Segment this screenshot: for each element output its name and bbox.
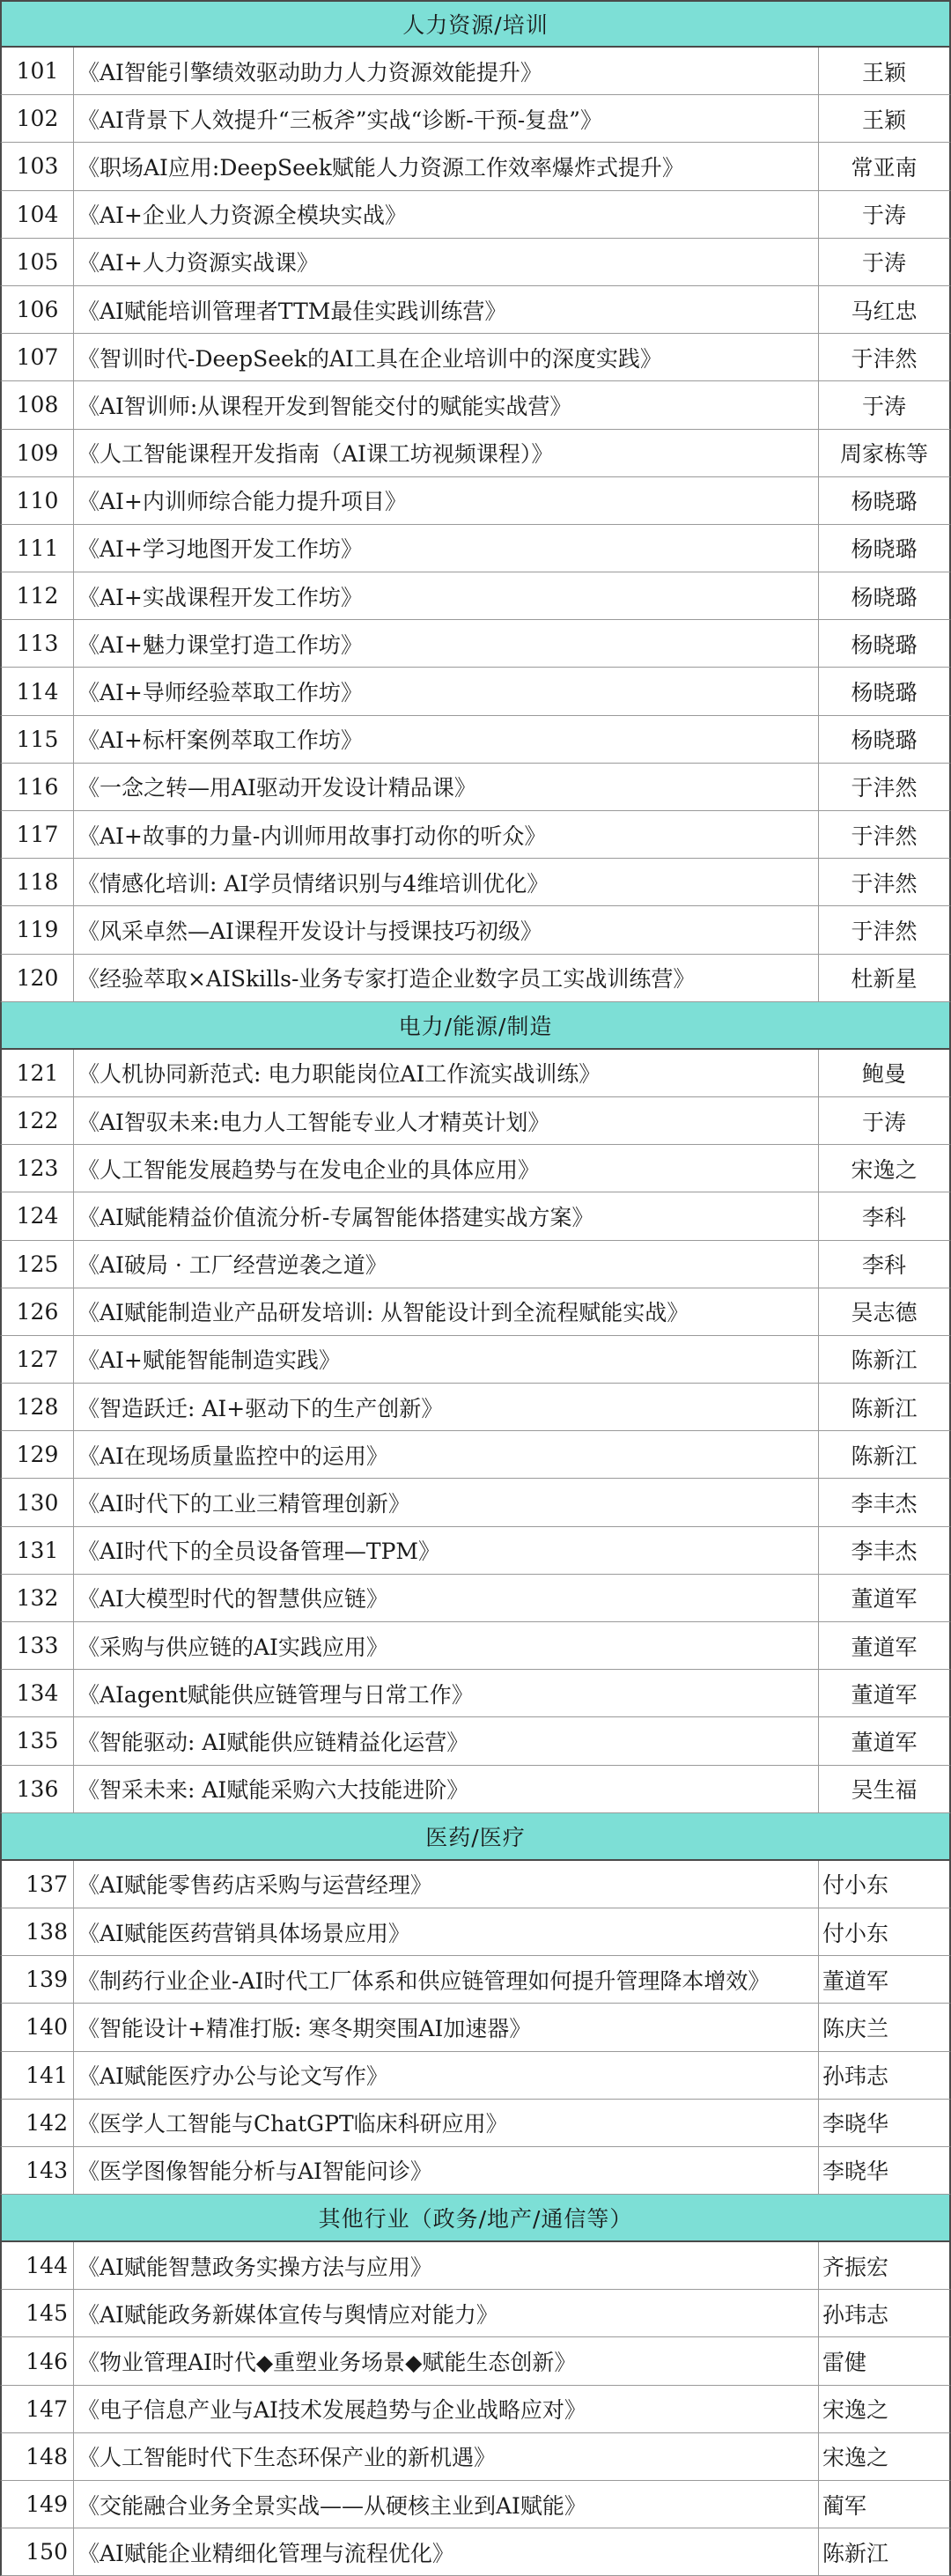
course-title: 《AI赋能智慧政务实操方法与应用》 xyxy=(74,2242,819,2289)
course-number: 103 xyxy=(2,143,74,189)
course-number: 105 xyxy=(2,239,74,285)
section-header: 人力资源/培训 xyxy=(0,0,951,48)
table-row xyxy=(0,764,951,811)
course-number: 119 xyxy=(2,906,74,953)
table-row xyxy=(0,1622,951,1670)
course-number: 127 xyxy=(2,1336,74,1383)
table-row xyxy=(0,1766,951,1813)
course-number: 148 xyxy=(2,2433,74,2480)
course-title: 《AI+标杆案例萃取工作坊》 xyxy=(74,716,819,763)
instructor-name: 宋逸之 xyxy=(822,2397,889,2424)
course-number: 121 xyxy=(2,1050,74,1096)
table-row xyxy=(0,1575,951,1622)
instructor-name: 杨晓璐 xyxy=(851,584,918,610)
table-row xyxy=(0,1336,951,1384)
course-title: 《AI赋能企业精细化管理与流程优化》 xyxy=(74,2528,819,2575)
instructor-name: 常亚南 xyxy=(851,154,918,181)
table-row xyxy=(0,1431,951,1479)
table-row xyxy=(0,1288,951,1336)
course-number: 131 xyxy=(2,1527,74,1574)
instructor-name: 李丰杰 xyxy=(851,1491,918,1517)
course-title: 《AI智驭未来:电力人工智能专业人才精英计划》 xyxy=(74,1097,819,1144)
course-title: 《AI赋能培训管理者TTM最佳实践训练营》 xyxy=(74,286,819,333)
instructor-name: 董道军 xyxy=(851,1586,918,1613)
table-row xyxy=(0,2100,951,2147)
table-row xyxy=(0,1241,951,1288)
course-title: 《电子信息产业与AI技术发展趋势与企业战略应对》 xyxy=(74,2386,819,2432)
course-number: 117 xyxy=(2,811,74,858)
course-title: 《AI+故事的力量-内训师用故事打动你的听众》 xyxy=(74,811,819,858)
course-title: 《AI时代下的全员设备管理—TPM》 xyxy=(74,1527,819,1574)
table-row xyxy=(0,2242,951,2290)
course-title: 《智能设计+精准打版: 寒冬期突围AI加速器》 xyxy=(74,2004,819,2050)
course-title: 《智造跃迁: AI+驱动下的生产创新》 xyxy=(74,1384,819,1430)
table-row xyxy=(0,95,951,143)
course-title: 《AI赋能医疗办公与论文写作》 xyxy=(74,2052,819,2099)
course-title: 《AI赋能精益价值流分析-专属智能体搭建实战方案》 xyxy=(74,1192,819,1239)
table-row xyxy=(0,2386,951,2433)
table-row xyxy=(0,2147,951,2195)
table-row xyxy=(0,1097,951,1145)
course-title: 《AI+导师经验萃取工作坊》 xyxy=(74,668,819,714)
table-row xyxy=(0,1384,951,1431)
course-title: 《AI在现场质量监控中的运用》 xyxy=(74,1431,819,1478)
course-number: 134 xyxy=(2,1670,74,1716)
course-number: 112 xyxy=(2,572,74,619)
instructor-name: 李晓华 xyxy=(822,2159,889,2185)
table-row xyxy=(0,1050,951,1097)
table-row xyxy=(0,191,951,239)
course-number: 124 xyxy=(2,1192,74,1239)
instructor-name: 王颖 xyxy=(861,59,906,85)
instructor-name: 王颖 xyxy=(861,107,906,133)
course-title: 《AI+企业人力资源全模块实战》 xyxy=(74,191,819,238)
course-number: 108 xyxy=(2,381,74,428)
instructor-name: 雷健 xyxy=(822,2350,867,2376)
course-title: 《人机协同新范式: 电力职能岗位AI工作流实战训练》 xyxy=(74,1050,819,1096)
course-number: 130 xyxy=(2,1479,74,1525)
instructor-name: 周家栋等 xyxy=(839,441,928,468)
course-number: 118 xyxy=(2,859,74,905)
instructor-name: 李丰杰 xyxy=(851,1539,918,1565)
table-row xyxy=(0,334,951,381)
instructor-name: 陈新江 xyxy=(851,1395,918,1421)
course-title: 《智训时代-DeepSeek的AI工具在企业培训中的深度实践》 xyxy=(74,334,819,380)
course-number: 107 xyxy=(2,334,74,380)
instructor-name: 吴生福 xyxy=(851,1777,918,1804)
table-row xyxy=(0,1717,951,1765)
course-title: 《风采卓然—AI课程开发设计与授课技巧初级》 xyxy=(74,906,819,953)
course-title: 《AI+人力资源实战课》 xyxy=(74,239,819,285)
table-row xyxy=(0,811,951,859)
table-row xyxy=(0,1861,951,1908)
course-title: 《AI时代下的工业三精管理创新》 xyxy=(74,1479,819,1525)
course-title: 《采购与供应链的AI实践应用》 xyxy=(74,1622,819,1669)
table-row xyxy=(0,430,951,477)
course-number: 143 xyxy=(2,2147,74,2194)
course-number: 140 xyxy=(2,2004,74,2050)
instructor-name: 李科 xyxy=(861,1252,906,1279)
course-number: 113 xyxy=(2,620,74,667)
course-number: 120 xyxy=(2,955,74,1001)
course-number: 138 xyxy=(2,1908,74,1955)
instructor-name: 董道军 xyxy=(851,1634,918,1660)
instructor-name: 董道军 xyxy=(851,1729,918,1755)
table-row xyxy=(0,1479,951,1526)
course-title: 《AI赋能政务新媒体宣传与舆情应对能力》 xyxy=(74,2290,819,2336)
course-number: 144 xyxy=(2,2242,74,2289)
instructor-name: 于沣然 xyxy=(851,823,918,849)
instructor-name: 孙玮志 xyxy=(822,2301,889,2328)
table-row xyxy=(0,143,951,190)
table-row xyxy=(0,2481,951,2528)
instructor-name: 于沣然 xyxy=(851,775,918,801)
instructor-name: 吴志德 xyxy=(851,1300,918,1326)
instructor-name: 陈庆兰 xyxy=(822,2015,889,2041)
course-number: 149 xyxy=(2,2481,74,2528)
instructor-name: 于沣然 xyxy=(851,918,918,944)
table-row xyxy=(0,286,951,334)
course-number: 114 xyxy=(2,668,74,714)
course-title: 《职场AI应用:DeepSeek赋能人力资源工作效率爆炸式提升》 xyxy=(74,143,819,189)
course-number: 146 xyxy=(2,2337,74,2384)
instructor-name: 马红忠 xyxy=(851,298,918,324)
course-number: 142 xyxy=(2,2100,74,2146)
table-row xyxy=(0,2004,951,2051)
instructor-name: 鲍曼 xyxy=(861,1061,906,1088)
instructor-name: 宋逸之 xyxy=(822,2445,889,2471)
table-row xyxy=(0,525,951,572)
course-title: 《AI+内训师综合能力提升项目》 xyxy=(74,477,819,524)
table-row xyxy=(0,716,951,764)
course-title: 《智能驱动: AI赋能供应链精益化运营》 xyxy=(74,1717,819,1764)
instructor-name: 杨晓璐 xyxy=(851,489,918,515)
instructor-name: 陈新江 xyxy=(851,1443,918,1469)
course-title: 《医学人工智能与ChatGPT临床科研应用》 xyxy=(74,2100,819,2146)
course-title: 《AI+实战课程开发工作坊》 xyxy=(74,572,819,619)
instructor-name: 于涛 xyxy=(861,1109,906,1135)
course-number: 141 xyxy=(2,2052,74,2099)
instructor-name: 孙玮志 xyxy=(822,2063,889,2090)
instructor-name: 杨晓璐 xyxy=(851,680,918,706)
course-title: 《制药行业企业-AI时代工厂体系和供应链管理如何提升管理降本增效》 xyxy=(74,1956,819,2003)
course-number: 137 xyxy=(2,1861,74,1908)
instructor-name: 陈新江 xyxy=(822,2540,889,2566)
table-row xyxy=(0,2337,951,2385)
instructor-name: 于沣然 xyxy=(851,870,918,897)
course-title: 《AI+学习地图开发工作坊》 xyxy=(74,525,819,572)
table-row xyxy=(0,2052,951,2100)
instructor-name: 杨晓璐 xyxy=(851,631,918,658)
section-header: 其他行业（政务/地产/通信等） xyxy=(0,2195,951,2242)
instructor-name: 杜新星 xyxy=(851,966,918,993)
section-header: 电力/能源/制造 xyxy=(0,1002,951,1050)
course-title: 《物业管理AI时代◆重塑业务场景◆赋能生态创新》 xyxy=(74,2337,819,2384)
course-title: 《AI赋能医药营销具体场景应用》 xyxy=(74,1908,819,1955)
course-title: 《智采未来: AI赋能采购六大技能进阶》 xyxy=(74,1766,819,1812)
course-number: 133 xyxy=(2,1622,74,1669)
instructor-name: 董道军 xyxy=(851,1681,918,1708)
course-title: 《AIagent赋能供应链管理与日常工作》 xyxy=(74,1670,819,1716)
course-number: 116 xyxy=(2,764,74,810)
course-title: 《交能融合业务全景实战——从硬核主业到AI赋能》 xyxy=(74,2481,819,2528)
instructor-name: 李科 xyxy=(861,1204,906,1230)
instructor-name: 董道军 xyxy=(822,1967,889,1994)
course-number: 150 xyxy=(2,2528,74,2575)
instructor-name: 于涛 xyxy=(861,393,906,419)
table-row xyxy=(0,906,951,954)
table-row xyxy=(0,1145,951,1192)
instructor-name: 李晓华 xyxy=(822,2111,889,2137)
course-number: 106 xyxy=(2,286,74,333)
course-number: 102 xyxy=(2,95,74,142)
table-row xyxy=(0,1956,951,2004)
table-row xyxy=(0,668,951,715)
course-title: 《AI赋能制造业产品研发培训: 从智能设计到全流程赋能实战》 xyxy=(74,1288,819,1335)
course-number: 104 xyxy=(2,191,74,238)
course-number: 101 xyxy=(2,48,74,94)
table-row xyxy=(0,1192,951,1240)
table-row xyxy=(0,859,951,906)
section-header: 医药/医疗 xyxy=(0,1813,951,1861)
course-title: 《一念之转—用AI驱动开发设计精品课》 xyxy=(74,764,819,810)
course-title: 《AI智能引擎绩效驱动助力人力资源效能提升》 xyxy=(74,48,819,94)
instructor-name: 陈新江 xyxy=(851,1347,918,1374)
table-row xyxy=(0,477,951,525)
instructor-name: 齐振宏 xyxy=(822,2254,889,2280)
instructor-name: 于涛 xyxy=(861,250,906,277)
table-row xyxy=(0,955,951,1002)
table-row xyxy=(0,381,951,429)
course-title: 《AI赋能零售药店采购与运营经理》 xyxy=(74,1861,819,1908)
course-title: 《经验萃取×AISkills-业务专家打造企业数字员工实战训练营》 xyxy=(74,955,819,1001)
course-number: 135 xyxy=(2,1717,74,1764)
course-number: 129 xyxy=(2,1431,74,1478)
course-number: 125 xyxy=(2,1241,74,1288)
instructor-name: 付小东 xyxy=(822,1920,889,1946)
course-title: 《AI背景下人效提升“三板斧”实战“诊断-干预-复盘”》 xyxy=(74,95,819,142)
course-title: 《医学图像智能分析与AI智能问诊》 xyxy=(74,2147,819,2194)
course-title: 《AI大模型时代的智慧供应链》 xyxy=(74,1575,819,1621)
course-title: 《人工智能时代下生态环保产业的新机遇》 xyxy=(74,2433,819,2480)
course-number: 132 xyxy=(2,1575,74,1621)
course-number: 139 xyxy=(2,1956,74,2003)
table-row xyxy=(0,1908,951,1956)
course-title: 《AI破局 · 工厂经营逆袭之道》 xyxy=(74,1241,819,1288)
instructor-name: 于沣然 xyxy=(851,345,918,372)
instructor-name: 杨晓璐 xyxy=(851,727,918,754)
course-title: 《AI+魅力课堂打造工作坊》 xyxy=(74,620,819,667)
instructor-name: 付小东 xyxy=(822,1872,889,1899)
course-number: 136 xyxy=(2,1766,74,1812)
table-row xyxy=(0,2290,951,2337)
course-number: 109 xyxy=(2,430,74,476)
course-number: 111 xyxy=(2,525,74,572)
course-title: 《情感化培训: AI学员情绪识别与4维培训优化》 xyxy=(74,859,819,905)
course-number: 110 xyxy=(2,477,74,524)
course-number: 122 xyxy=(2,1097,74,1144)
table-row xyxy=(0,2528,951,2576)
table-row xyxy=(0,1670,951,1717)
instructor-name: 蔺军 xyxy=(822,2492,867,2519)
course-number: 145 xyxy=(2,2290,74,2336)
instructor-name: 宋逸之 xyxy=(851,1156,918,1183)
course-number: 123 xyxy=(2,1145,74,1192)
course-number: 147 xyxy=(2,2386,74,2432)
course-number: 128 xyxy=(2,1384,74,1430)
table-row xyxy=(0,572,951,620)
table-row xyxy=(0,2433,951,2481)
course-number: 115 xyxy=(2,716,74,763)
course-title: 《AI+赋能智能制造实践》 xyxy=(74,1336,819,1383)
table-row xyxy=(0,239,951,286)
course-title: 《人工智能发展趋势与在发电企业的具体应用》 xyxy=(74,1145,819,1192)
course-title: 《人工智能课程开发指南（AI课工坊视频课程）》 xyxy=(74,430,819,476)
instructor-name: 杨晓璐 xyxy=(851,536,918,563)
table-row xyxy=(0,1527,951,1575)
instructor-name: 于涛 xyxy=(861,203,906,229)
table-row xyxy=(0,48,951,95)
course-title: 《AI智训师:从课程开发到智能交付的赋能实战营》 xyxy=(74,381,819,428)
course-number: 126 xyxy=(2,1288,74,1335)
table-row xyxy=(0,620,951,668)
